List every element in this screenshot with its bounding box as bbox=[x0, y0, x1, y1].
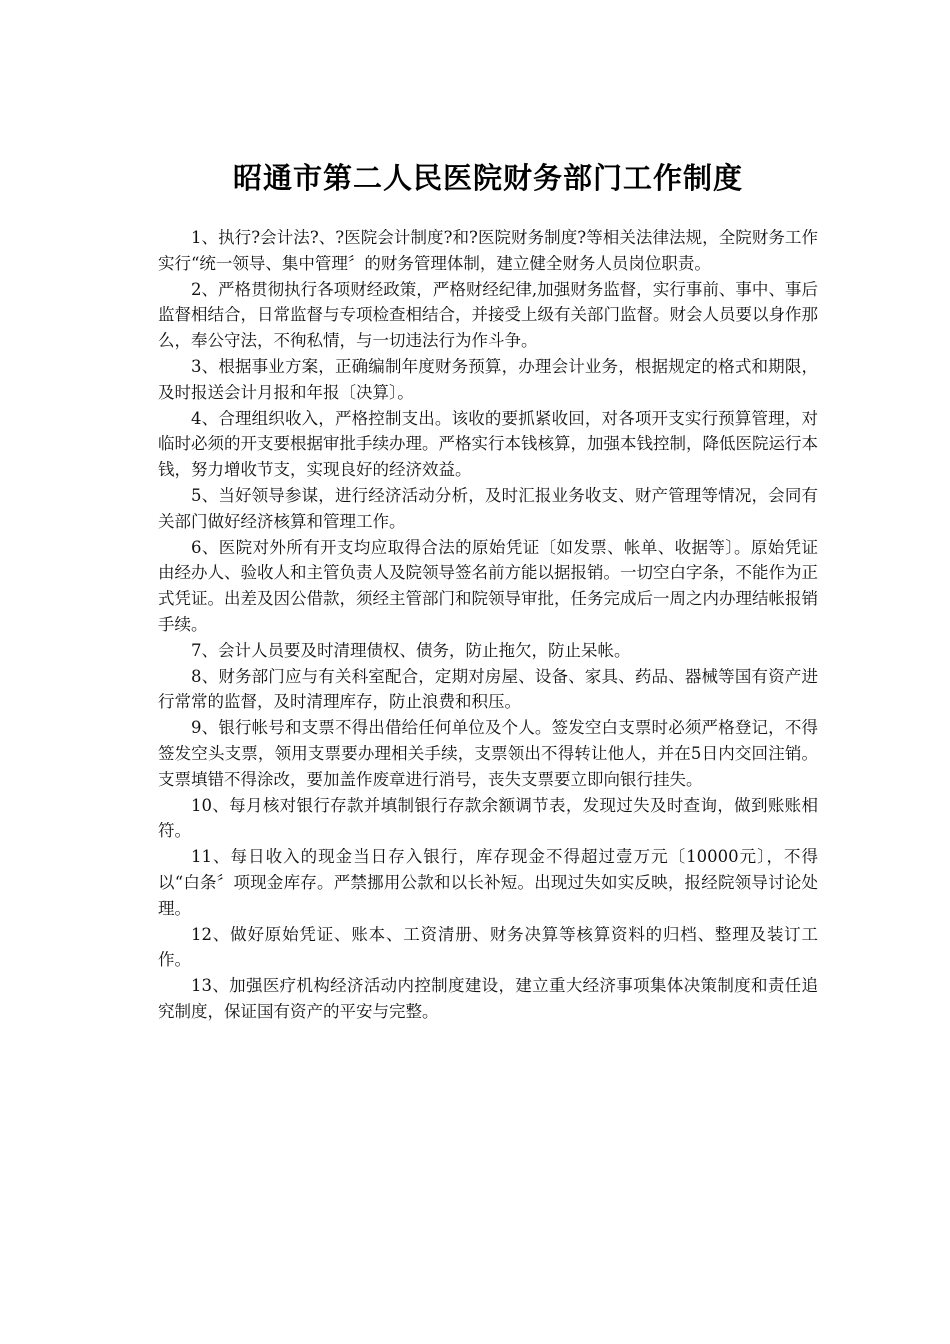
paragraph-6: 6、医院对外所有开支均应取得合法的原始凭证〔如发票、帐单、收据等〕。原始凭证由经办人、验收人和主管负责人及院领导签名前方能以据报销。一切空白字条，不能作为正式凭证。出差及因公借款，须经主管部门和院领导审批，任务完成后一周之内办理结帐报销手续。 bbox=[158, 537, 818, 634]
paragraph-2: 2、严格贯彻执行各项财经政策，严格财经纪律,加强财务监督，实行事前、事中、事后监督相结合，日常监督与专项检查相结合，并接受上级有关部门监督。财会人员要以身作那么，奉公守法，不徇私情，与一切违法行为作斗争。 bbox=[158, 279, 818, 351]
paragraph-3: 3、根据事业方案，正确编制年度财务预算，办理会计业务，根据规定的格式和期限，及时报送会计月报和年报〔决算〕。 bbox=[158, 356, 818, 402]
paragraph-10: 10、每月核对银行存款并填制银行存款余额调节表，发现过失及时查询，做到账账相符。 bbox=[158, 795, 818, 841]
paragraph-5: 5、当好领导参谋，进行经济活动分析，及时汇报业务收支、财产管理等情况，会同有关部门做好经济核算和管理工作。 bbox=[158, 485, 818, 531]
paragraph-8: 8、财务部门应与有关科室配合，定期对房屋、设备、家具、药品、器械等国有资产进行常常的监督，及时清理库存，防止浪费和积压。 bbox=[158, 666, 818, 712]
document-title: 昭通市第二人民医院财务部门工作制度 bbox=[232, 161, 743, 195]
paragraph-11: 11、每日收入的现金当日存入银行，库存现金不得超过壹万元〔10000元〕，不得以“白条〞项现金库存。严禁挪用公款和以长补短。出现过失如实反映，报经院领导讨论处理。 bbox=[158, 847, 818, 918]
paragraph-7: 7、会计人员要及时清理债权、债务，防止拖欠，防止呆帐。 bbox=[191, 640, 631, 660]
paragraph-4: 4、合理组织收入，严格控制支出。该收的要抓紧收回，对各项开支实行预算管理，对临时必须的开支要根据审批手续办理。严格实行本钱核算，加强本钱控制，降低医院运行本钱，努力增收节支，实现良好的经济效益。 bbox=[158, 408, 818, 480]
paragraph-12: 12、做好原始凭证、账本、工资清册、财务决算等核算资料的归档、整理及装订工作。 bbox=[158, 924, 818, 970]
paragraph-1: 1、执行?会计法?、?医院会计制度?和?医院财务制度?等相关法律法规，全院财务工作实行“统一领导、集中管理〞的财务管理体制，建立健全财务人员岗位职责。 bbox=[158, 228, 818, 273]
paragraph-13: 13、加强医疗机构经济活动内控制度建设，建立重大经济事项集体决策制度和责任追究制度，保证国有资产的平安与完整。 bbox=[158, 976, 818, 1021]
document-body bbox=[158, 225, 818, 1025]
paragraph-9: 9、银行帐号和支票不得出借给任何单位及个人。签发空白支票时必须严格登记，不得签发空头支票，领用支票要办理相关手续，支票领出不得转让他人，并在5日内交回注销。支票填错不得涂改，要加盖作废章进行消号，丧失支票要立即向银行挂失。 bbox=[158, 718, 818, 789]
